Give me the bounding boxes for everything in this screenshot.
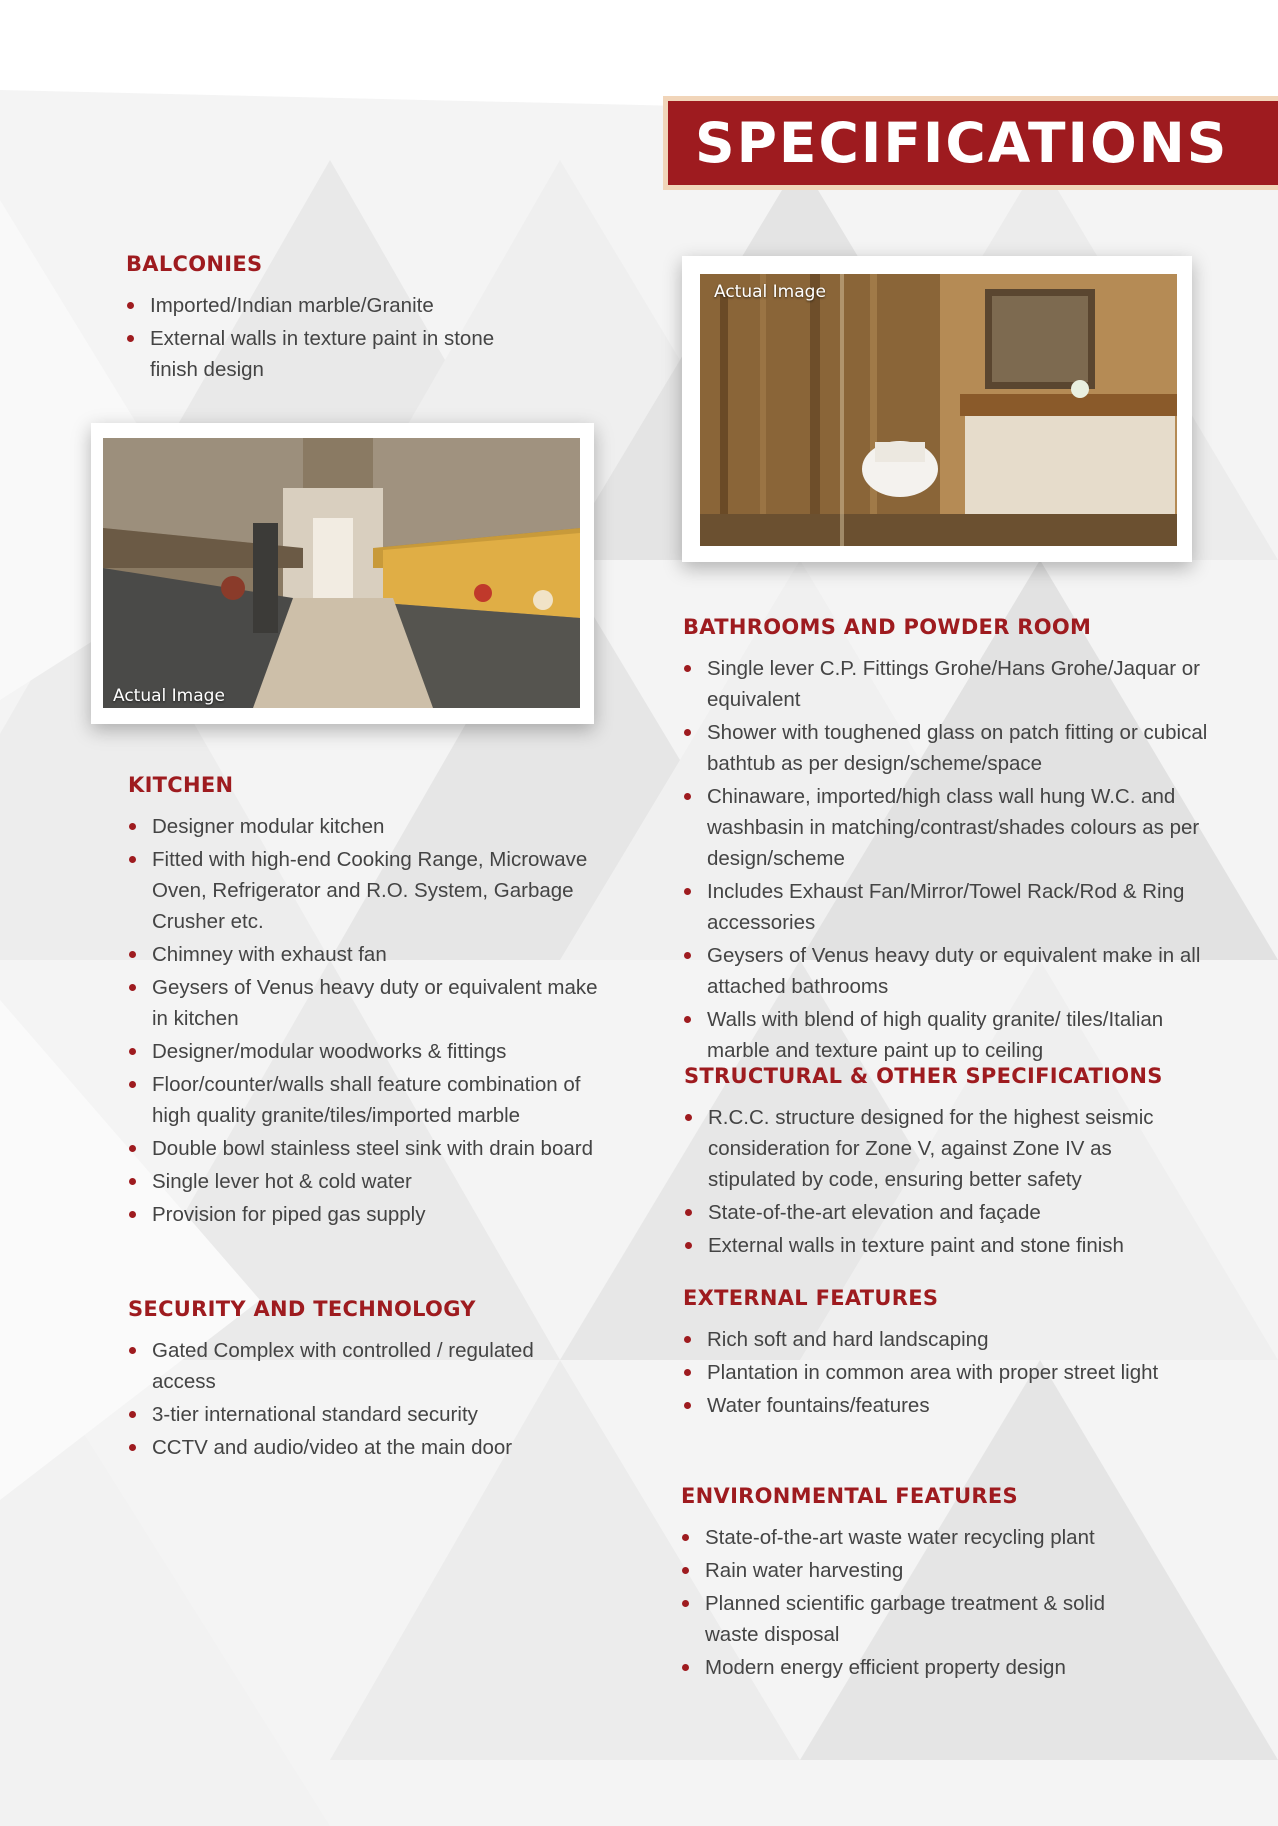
list-item: External walls in texture paint in stone finish design — [126, 323, 526, 385]
list-item: 3-tier international standard security — [128, 1399, 588, 1430]
list-item: Imported/Indian marble/Granite — [126, 290, 526, 321]
list-item: State-of-the-art elevation and façade — [684, 1197, 1204, 1228]
list-item: Fitted with high-end Cooking Range, Microwave Oven, Refrigerator and R.O. System, Garbage Crusher etc. — [128, 844, 598, 937]
section-external — [683, 1286, 1173, 1423]
list-item: Single lever C.P. Fittings Grohe/Hans Grohe/Jaquar or equivalent — [683, 653, 1228, 715]
bullet-list — [128, 1335, 588, 1463]
section-heading: EXTERNAL FEATURES — [683, 1286, 939, 1310]
page-title: SPECIFICATIONS — [695, 111, 1229, 175]
section-structural — [684, 1064, 1204, 1263]
list-item: Designer modular kitchen — [128, 811, 598, 842]
bullet-list — [681, 1522, 1161, 1683]
section-heading: BALCONIES — [126, 252, 263, 276]
list-item: Chimney with exhaust fan — [128, 939, 598, 970]
list-item: Chinaware, imported/high class wall hung W.C. and washbasin in matching/contrast/shades colours as per design/scheme — [683, 781, 1228, 874]
list-item: Planned scientific garbage treatment & solid waste disposal — [681, 1588, 1161, 1650]
list-item: Rain water harvesting — [681, 1555, 1161, 1586]
section-balconies — [126, 252, 526, 387]
kitchen-photo-caption: Actual Image — [113, 686, 225, 706]
bullet-list — [684, 1102, 1204, 1261]
section-heading: ENVIRONMENTAL FEATURES — [681, 1484, 1018, 1508]
list-item: Gated Complex with controlled / regulated access — [128, 1335, 588, 1397]
list-item: CCTV and audio/video at the main door — [128, 1432, 588, 1463]
kitchen-photo-frame — [91, 423, 594, 724]
bathroom-photo — [700, 274, 1177, 546]
list-item: Single lever hot & cold water — [128, 1166, 598, 1197]
bullet-list — [128, 811, 598, 1230]
bullet-list — [683, 1324, 1173, 1421]
list-item: External walls in texture paint and stone finish — [684, 1230, 1204, 1261]
list-item: Provision for piped gas supply — [128, 1199, 598, 1230]
list-item: Includes Exhaust Fan/Mirror/Towel Rack/Rod & Ring accessories — [683, 876, 1228, 938]
section-kitchen — [128, 773, 598, 1232]
title-banner — [668, 101, 1278, 185]
list-item: Geysers of Venus heavy duty or equivalent make in all attached bathrooms — [683, 940, 1228, 1002]
kitchen-photo — [103, 438, 580, 708]
list-item: Walls with blend of high quality granite/ tiles/Italian marble and texture paint up to ceiling — [683, 1004, 1228, 1066]
section-bathrooms — [683, 615, 1228, 1068]
list-item: State-of-the-art waste water recycling plant — [681, 1522, 1161, 1553]
bathroom-photo-frame — [682, 256, 1192, 562]
list-item: Water fountains/features — [683, 1390, 1173, 1421]
bathroom-photo-caption: Actual Image — [714, 282, 826, 302]
list-item: Floor/counter/walls shall feature combination of high quality granite/tiles/imported marble — [128, 1069, 598, 1131]
section-heading: KITCHEN — [128, 773, 234, 797]
list-item: Modern energy efficient property design — [681, 1652, 1161, 1683]
section-heading: SECURITY AND TECHNOLOGY — [128, 1297, 476, 1321]
section-heading: STRUCTURAL & OTHER SPECIFICATIONS — [684, 1064, 1163, 1088]
list-item: R.C.C. structure designed for the highest seismic consideration for Zone V, against Zone IV as stipulated by code, ensuring better safety — [684, 1102, 1204, 1195]
section-security — [128, 1297, 588, 1465]
bullet-list — [126, 290, 526, 385]
bullet-list — [683, 653, 1228, 1066]
section-environmental — [681, 1484, 1161, 1685]
section-heading: BATHROOMS AND POWDER ROOM — [683, 615, 1092, 639]
list-item: Designer/modular woodworks & fittings — [128, 1036, 598, 1067]
list-item: Shower with toughened glass on patch fitting or cubical bathtub as per design/scheme/space — [683, 717, 1228, 779]
list-item: Rich soft and hard landscaping — [683, 1324, 1173, 1355]
list-item: Geysers of Venus heavy duty or equivalent make in kitchen — [128, 972, 598, 1034]
list-item: Plantation in common area with proper street light — [683, 1357, 1173, 1388]
list-item: Double bowl stainless steel sink with drain board — [128, 1133, 598, 1164]
